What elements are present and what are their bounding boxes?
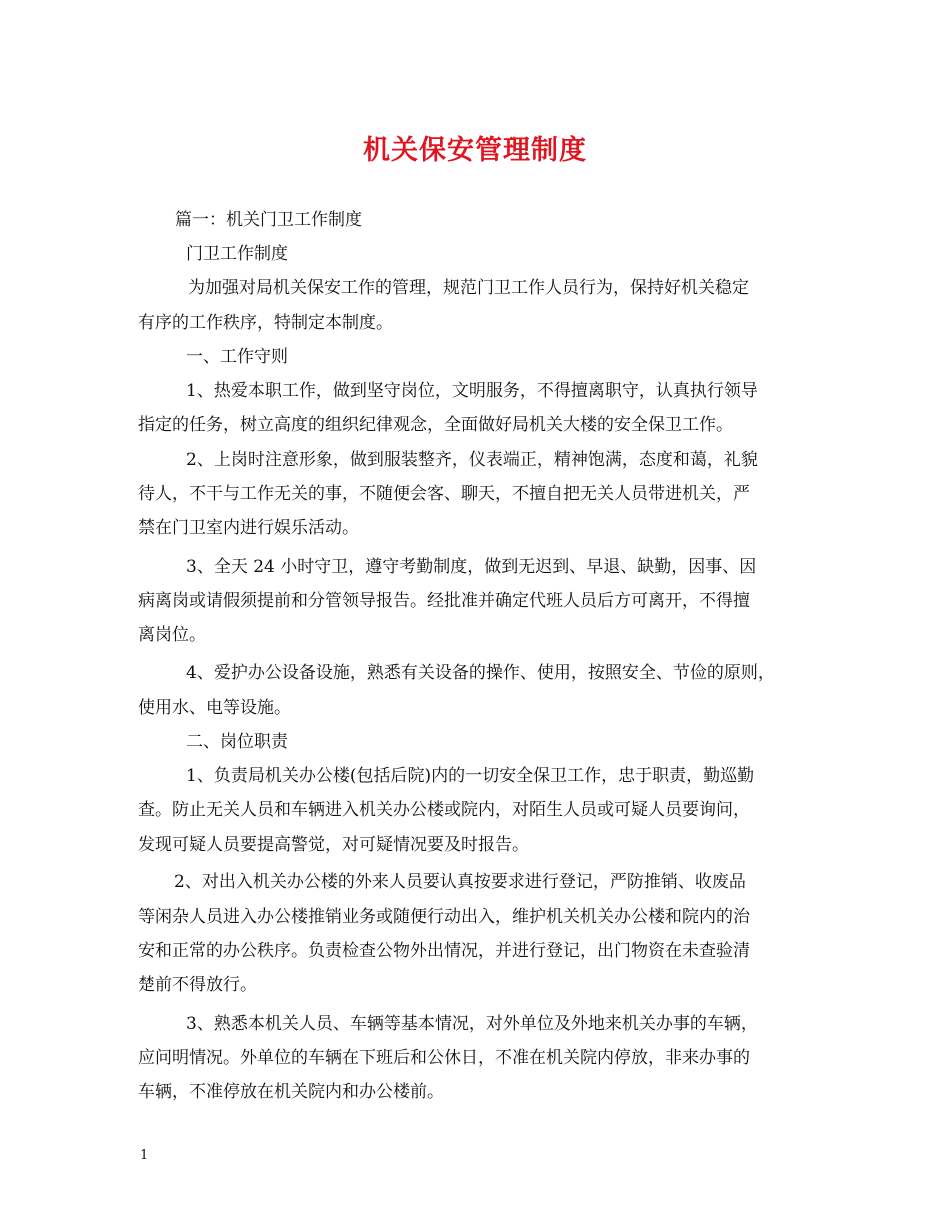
paragraph-line: 车辆，不准停放在机关院内和办公楼前。 [138,1082,444,1102]
subsection-heading: 门卫工作制度 [186,244,288,264]
paragraph-line: 2、上岗时注意形象，做到服装整齐，仪表端正，精神饱满，态度和蔼，礼貌 [186,450,758,470]
paragraph-line: 1、负责局机关办公楼(包括后院)内的一切安全保卫工作，忠于职责，勤巡勤 [186,766,755,786]
paragraph-line: 发现可疑人员要提高警觉，对可疑情况要及时报告。 [138,835,529,855]
paragraph-line: 指定的任务，树立高度的组织纪律观念，全面做好局机关大楼的安全保卫工作。 [138,415,733,435]
paragraph-line: 查。防止无关人员和车辆进入机关办公楼或院内，对陌生人员或可疑人员要询问， [138,800,750,820]
section-heading: 一、工作守则 [186,347,288,367]
page-number: 1 [140,1148,149,1163]
section-heading: 篇一：机关门卫工作制度 [175,210,362,230]
paragraph-line: 3、熟悉本机关人员、车辆等基本情况，对外单位及外地来机关办事的车辆， [186,1014,758,1034]
paragraph-line: 应问明情况。外单位的车辆在下班后和公休日，不准在机关院内停放，非来办事的 [138,1048,750,1068]
paragraph-line: 等闲杂人员进入办公楼推销业务或随便行动出入，维护机关机关办公楼和院内的治 [138,907,750,927]
paragraph-line: 2、对出入机关办公楼的外来人员要认真按要求进行登记，严防推销、收废品 [174,872,746,892]
paragraph-line: 离岗位。 [138,625,206,645]
paragraph-line: 楚前不得放行。 [138,975,257,995]
paragraph-line: 使用水、电等设施。 [138,698,291,718]
paragraph-line: 4、爱护办公设备设施，熟悉有关设备的操作、使用，按照安全、节俭的原则， [186,663,775,683]
paragraph-line: 1、热爱本职工作，做到坚守岗位，文明服务，不得擅离职守，认真执行领导 [186,381,758,401]
section-heading: 二、岗位职责 [186,732,288,752]
paragraph-line: 3、全天 24 小时守卫，遵守考勤制度，做到无迟到、早退、缺勤，因事、因 [186,557,757,577]
paragraph-line: 禁在门卫室内进行娱乐活动。 [138,518,359,538]
paragraph-line: 有序的工作秩序，特制定本制度。 [138,313,393,333]
paragraph-line: 安和正常的办公秩序。负责检查公物外出情况，并进行登记，出门物资在未查验清 [138,941,750,961]
paragraph-line: 病离岗或请假须提前和分管领导报告。经批准并确定代班人员后方可离开，不得擅 [138,591,750,611]
paragraph-line: 待人，不干与工作无关的事，不随便会客、聊天，不擅自把无关人员带进机关，严 [138,484,750,504]
paragraph-line: 为加强对局机关保安工作的管理，规范门卫工作人员行为，保持好机关稳定 [188,278,749,298]
document-title: 机关保安管理制度 [363,135,587,166]
